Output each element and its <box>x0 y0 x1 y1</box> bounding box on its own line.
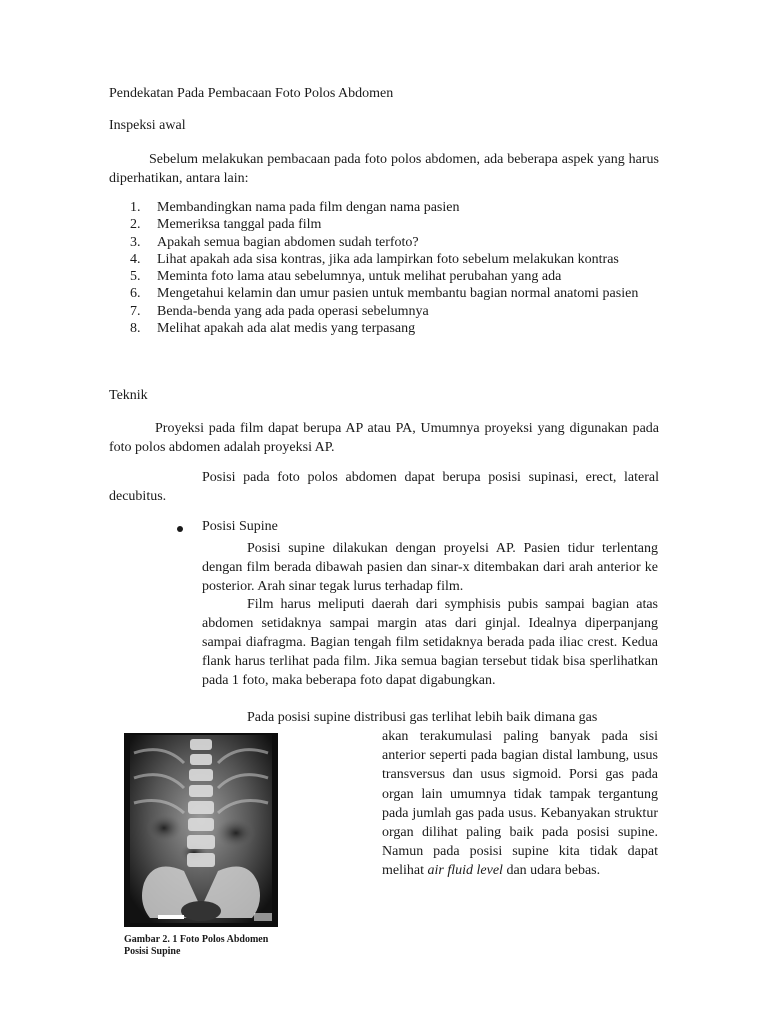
list-item <box>109 303 659 320</box>
section-heading-teknik: Teknik <box>109 388 148 403</box>
teknik-paragraph-2: Posisi pada foto polos abdomen dapat berupa posisi supinasi, erect, lateral decubitus. <box>109 470 659 504</box>
supine-paragraph-3-body: akan terakumulasi paling banyak pada sisi anterior seperti pada bagian distal lambung, usus transversus dan usus sigmoid. Porsi gas pada organ lain umumnya tidak tampak tergantung pada jumlah gas pada usus. Kebanyakan struktur organ dilihat paling baik pada posisi supine. Namun pada posisi supine kita tidak dapat melihat <box>382 729 658 879</box>
checklist <box>109 199 659 337</box>
list-item <box>109 285 659 302</box>
list-item <box>109 216 659 233</box>
list-item <box>109 251 659 268</box>
list-number: 7. <box>130 303 141 319</box>
list-text: Lihat apakah ada sisa kontras, jika ada lampirkan foto sebelum melakukan kontras <box>157 251 619 267</box>
list-number: 1. <box>130 200 141 215</box>
list-item <box>109 234 659 251</box>
supine-paragraph-1: Posisi supine dilakukan dengan proyelsi AP. Pasien tidur terlentang dengan film berada dibawah pasien dan sinar-x ditembakan dari arah anterior ke posterior. Arah sinar tegak lurus terhadap film. <box>202 541 658 594</box>
supine-paragraph-2: Film harus meliputi daerah dari symphisis pubis sampai bagian atas abdomen setidaknya sampai margin atas dari ginjal. Idealnya diperpanjang sampai diafragma. Bagian tengah film setidaknya berada pada iliac crest. Kedua flank harus terlihat pada film. Jika semua bagian tersebut tidak bisa sperlihatkan pada 1 foto, maka beberapa foto dapat digabungkan. <box>202 597 658 688</box>
list-number: 4. <box>130 251 141 267</box>
list-number: 8. <box>130 321 141 337</box>
list-text: Membandingkan nama pada film dengan nama pasien <box>157 200 460 215</box>
list-item <box>109 320 659 337</box>
document-title: Pendekatan Pada Pembacaan Foto Polos Abdomen <box>109 86 394 101</box>
list-number: 5. <box>130 269 141 285</box>
figure-caption: Gambar 2. 1 Foto Polos Abdomen Posisi Supine <box>124 934 269 957</box>
list-text: Benda-benda yang ada pada operasi sebelumnya <box>157 303 429 319</box>
xray-abdomen-image <box>124 733 278 927</box>
supine-paragraph-3-end: dan udara bebas. <box>502 863 601 879</box>
list-number: 2. <box>130 217 141 233</box>
air-fluid-level-term: air fluid level <box>427 863 503 879</box>
bullet-heading-supine: Posisi Supine <box>202 519 278 534</box>
list-number: 6. <box>130 286 141 302</box>
list-text: Apakah semua bagian abdomen sudah terfoto? <box>157 234 419 250</box>
list-item <box>109 268 659 285</box>
list-text: Memeriksa tanggal pada film <box>157 217 322 233</box>
list-text: Melihat apakah ada alat medis yang terpasang <box>157 321 416 337</box>
list-text: Mengetahui kelamin dan umur pasien untuk membantu bagian normal anatomi pasien <box>157 286 639 302</box>
section-heading-inspeksi: Inspeksi awal <box>109 118 186 133</box>
xray-abdomen-icon <box>124 733 278 927</box>
teknik-paragraph-1: Proyeksi pada film dapat berupa AP atau PA, Umumnya proyeksi yang digunakan pada foto polos abdomen adalah proyeksi AP. <box>109 421 659 455</box>
intro-paragraph: Sebelum melakukan pembacaan pada foto polos abdomen, ada beberapa aspek yang harus diperhatikan, antara lain: <box>109 152 659 186</box>
bullet-icon <box>177 526 183 532</box>
list-number: 3. <box>130 234 141 250</box>
supine-paragraph-3-rest <box>382 727 658 881</box>
list-text: Meminta foto lama atau sebelumnya, untuk melihat perubahan yang ada <box>157 269 562 285</box>
supine-paragraph-3-first-line: Pada posisi supine distribusi gas terlihat lebih baik dimana gas <box>247 710 598 725</box>
list-item <box>109 199 659 216</box>
